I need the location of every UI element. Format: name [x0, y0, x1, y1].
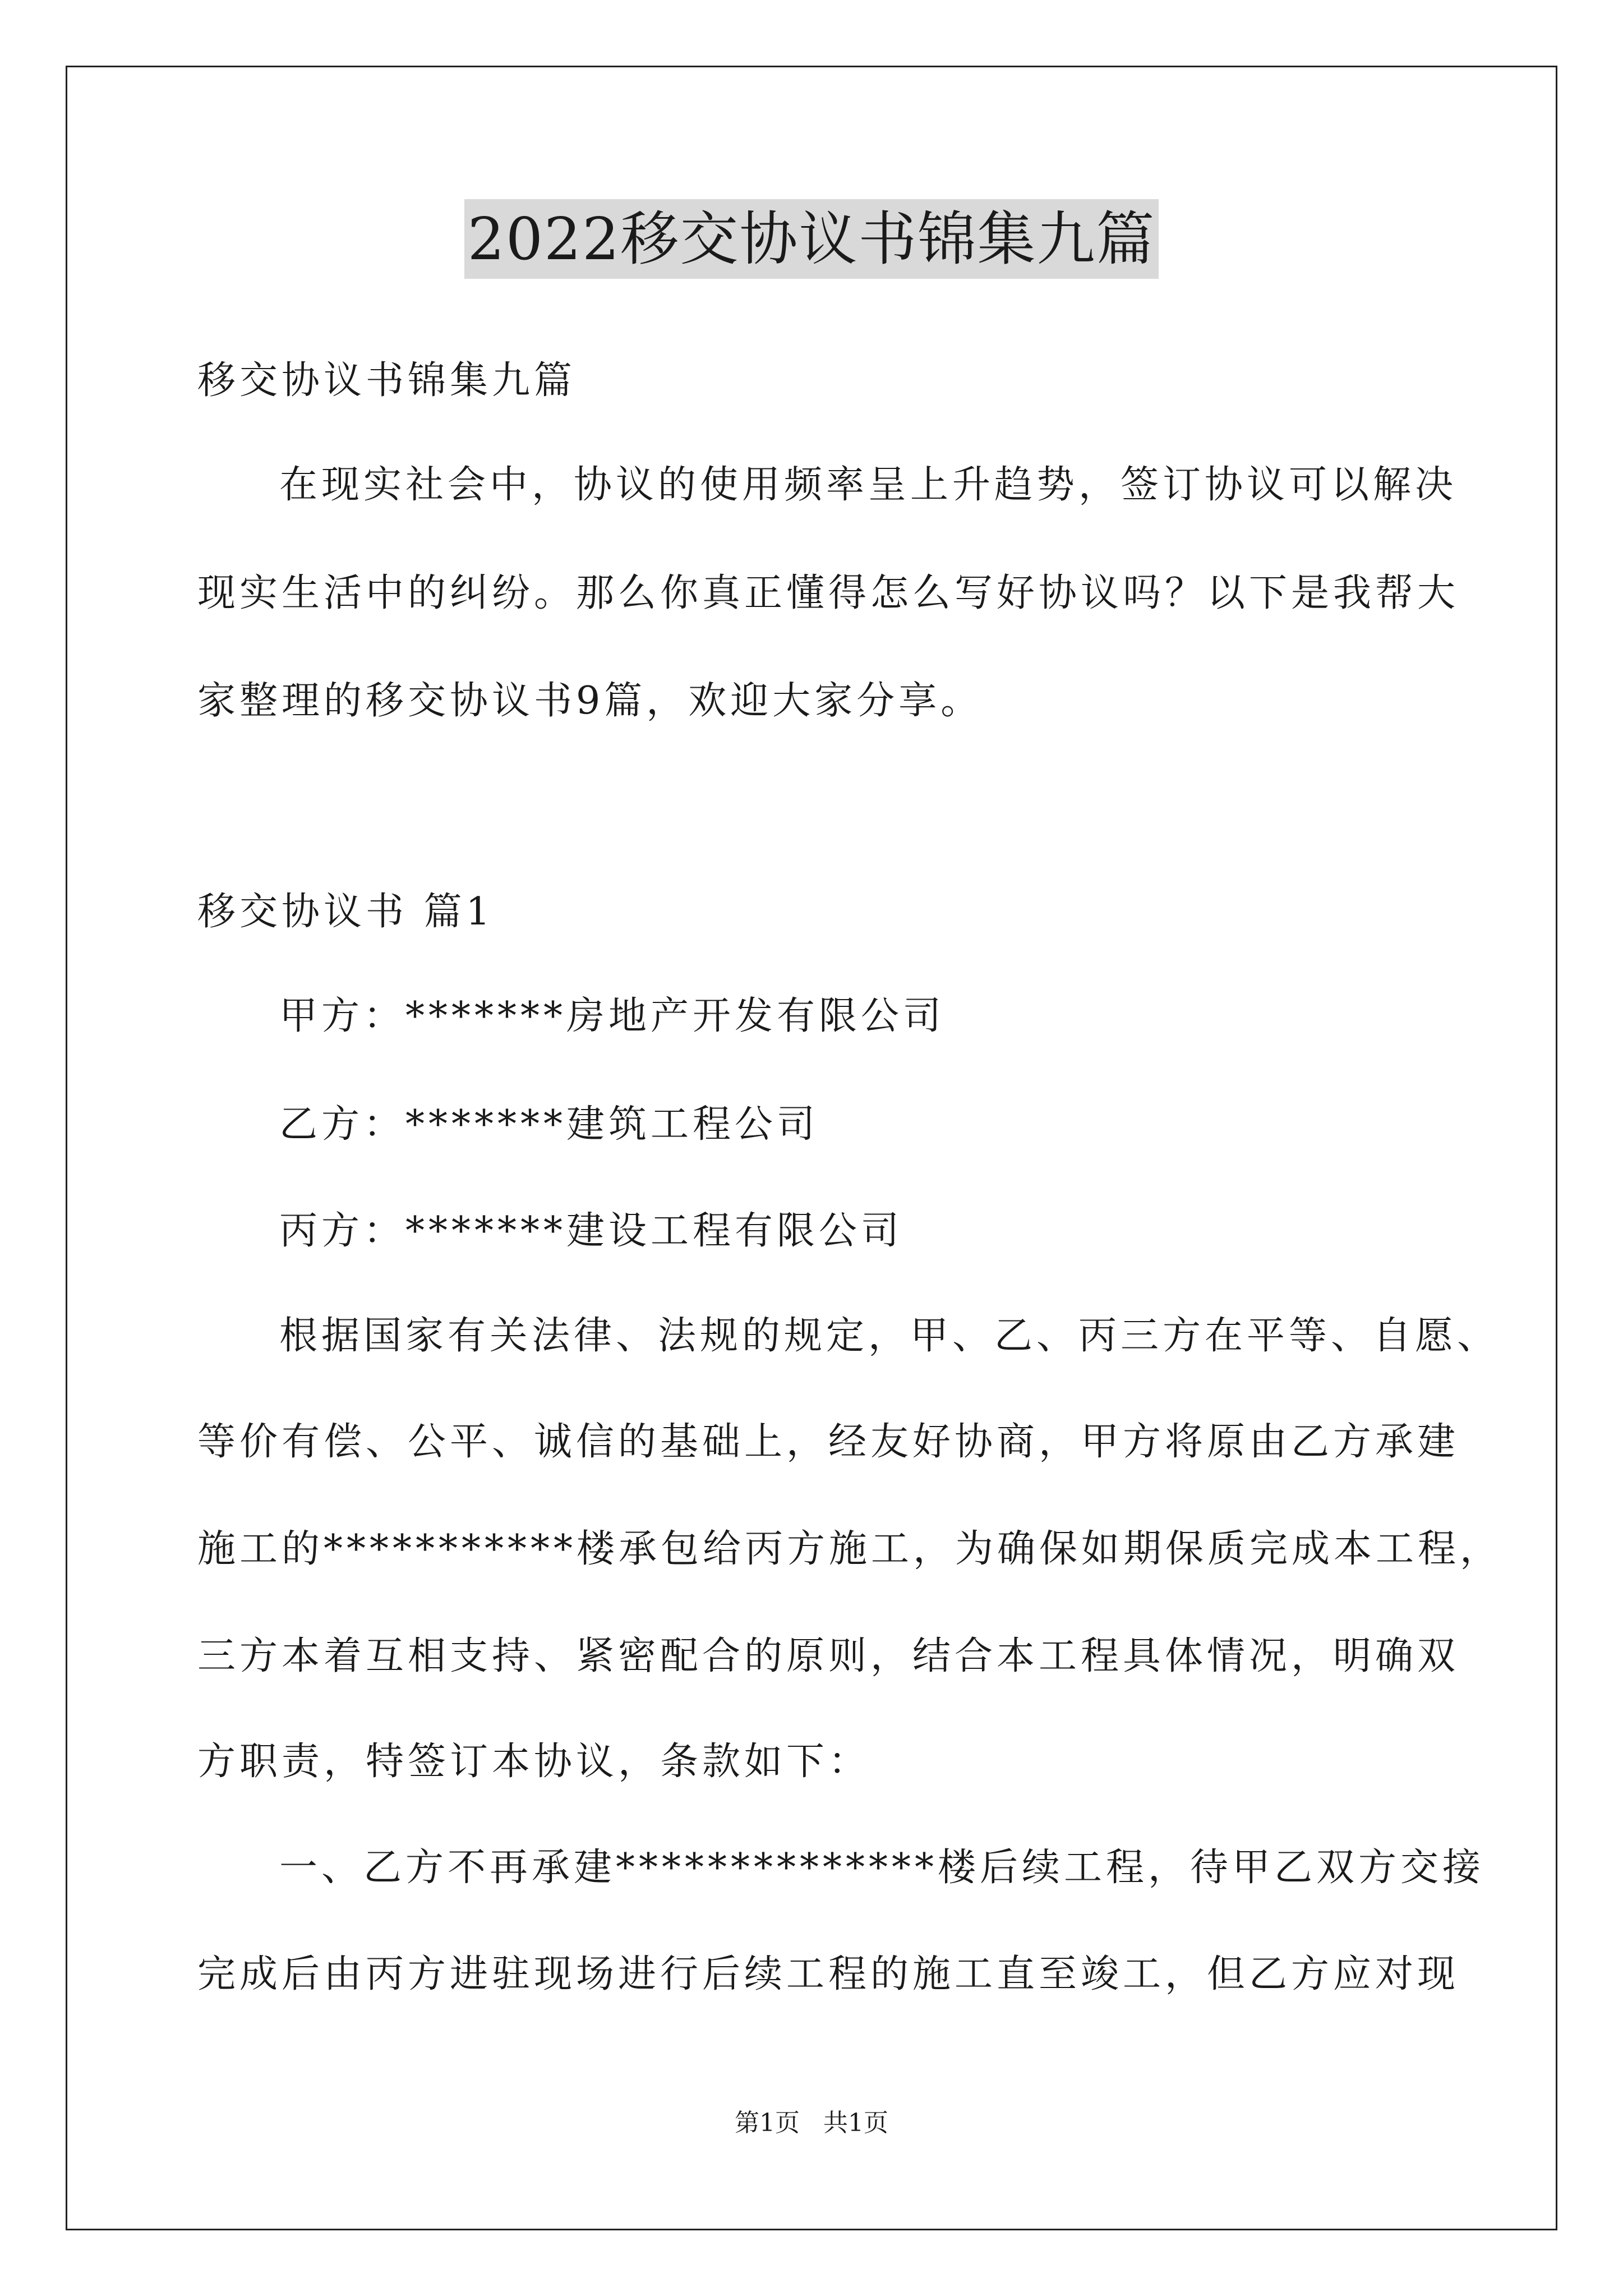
- party-a: 甲方：*******房地产开发有限公司: [279, 994, 946, 1038]
- clause-1-line-2: 完成后由丙方进驻现场进行后续工程的施工直至竣工，但乙方应对现: [197, 1952, 1460, 1996]
- intro-line-3: 家整理的移交协议书9篇，欢迎大家分享。: [197, 679, 983, 723]
- party-c: 丙方：*******建设工程有限公司: [279, 1209, 903, 1253]
- basis-line-3: 施工的***********楼承包给丙方施工，为确保如期保质完成本工程，: [197, 1527, 1502, 1571]
- document-title: 2022移交协议书锦集九篇: [464, 199, 1159, 279]
- party-b: 乙方：*******建筑工程公司: [279, 1102, 819, 1147]
- basis-line-2: 等价有偿、公平、诚信的基础上，经友好协商，甲方将原由乙方承建: [197, 1420, 1460, 1464]
- title-container: [0, 199, 1623, 279]
- page-footer: 第1页 共1页: [735, 2109, 888, 2137]
- basis-line-4: 三方本着互相支持、紧密配合的原则，结合本工程具体情况，明确双: [197, 1634, 1460, 1678]
- basis-line-5: 方职责，特签订本协议，条款如下：: [197, 1740, 871, 1784]
- section-heading: 移交协议书 篇1: [197, 890, 494, 934]
- clause-1-line-1: 一、乙方不再承建**************楼后续工程，待甲乙双方交接: [279, 1846, 1485, 1890]
- basis-line-1: 根据国家有关法律、法规的规定，甲、乙、丙三方在平等、自愿、: [279, 1314, 1500, 1358]
- intro-line-2: 现实生活中的纠纷。那么你真正懂得怎么写好协议吗？以下是我帮大: [197, 571, 1460, 615]
- subtitle: 移交协议书锦集九篇: [197, 358, 577, 403]
- intro-line-1: 在现实社会中，协议的使用频率呈上升趋势，签订协议可以解决: [279, 463, 1458, 507]
